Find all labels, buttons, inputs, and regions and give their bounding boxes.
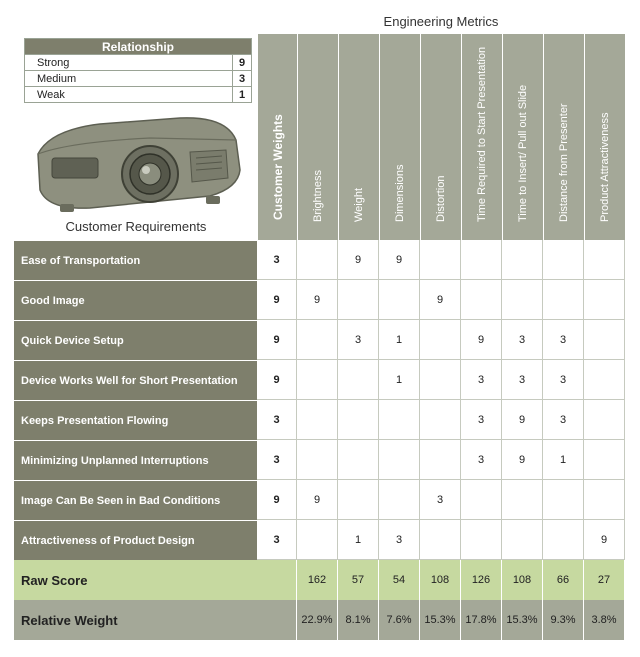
relationship-cell [420,360,461,400]
legend-value: 3 [233,71,252,87]
relationship-cell [502,480,543,520]
relationship-cell: 3 [502,360,543,400]
relationship-cell [420,400,461,440]
relationship-cell [420,240,461,280]
relationship-cell [584,400,625,440]
requirement-label: Quick Device Setup [14,320,257,360]
metric-header [461,34,502,240]
relative-weight-cell: 7.6% [379,600,420,640]
relationship-cell: 3 [379,520,420,560]
customer-weight-cell: 9 [257,360,297,400]
customer-weights-label: Customer Weights [270,114,285,220]
relationship-cell [584,240,625,280]
relative-weight-cell-blank [257,600,297,640]
relative-weight-label: Relative Weight [14,600,257,640]
relationship-cell [543,240,584,280]
engineering-metrics-title: Engineering Metrics [383,14,499,29]
relationship-cell [297,440,338,480]
metric-label: Distortion [435,175,447,222]
raw-score-cell: 108 [420,560,461,600]
customer-weight-cell: 9 [257,480,297,520]
legend-value: 1 [233,87,252,103]
requirement-label: Keeps Presentation Flowing [14,400,257,440]
relationship-cell: 3 [543,320,584,360]
relative-weight-cell: 22.9% [297,600,338,640]
customer-weight-cell: 9 [257,320,297,360]
relationship-cell [461,280,502,320]
relationship-cell [502,280,543,320]
raw-score-cell-blank [257,560,297,600]
relationship-cell [379,480,420,520]
relationship-cell: 3 [338,320,379,360]
metric-label: Product Attractiveness [599,112,611,222]
relationship-cell: 3 [461,400,502,440]
relationship-cell [338,280,379,320]
customer-weights-header [257,34,297,240]
relative-weight-cell: 8.1% [338,600,379,640]
relationship-cell [297,320,338,360]
metric-header [379,34,420,240]
relationship-cell [584,280,625,320]
relationship-cell [379,440,420,480]
relationship-cell [338,400,379,440]
relationship-cell: 1 [338,520,379,560]
metric-label: Time Required to Start Presentation [476,46,488,222]
relationship-cell [420,320,461,360]
relationship-cell [502,520,543,560]
metric-label: Brightness [312,170,324,222]
relationship-cell [584,320,625,360]
relationship-cell [502,240,543,280]
relationship-cell: 9 [297,280,338,320]
customer-weight-cell: 3 [257,520,297,560]
relationship-cell: 9 [379,240,420,280]
relative-weight-cell: 17.8% [461,600,502,640]
relationship-cell [297,240,338,280]
relationship-cell: 9 [338,240,379,280]
raw-score-label: Raw Score [14,560,257,600]
raw-score-cell: 162 [297,560,338,600]
metric-header [543,34,584,240]
projector-image [30,112,244,216]
relationship-legend [24,38,252,103]
relative-weight-cell: 15.3% [420,600,461,640]
relationship-cell [461,480,502,520]
metric-label: Dimensions [394,164,406,222]
relationship-cell: 9 [461,320,502,360]
relationship-cell: 3 [543,400,584,440]
metric-header [584,34,625,240]
relationship-cell: 9 [420,280,461,320]
metric-header [297,34,338,240]
legend-title: Relationship [25,39,252,55]
relationship-cell [297,520,338,560]
relationship-cell: 9 [297,480,338,520]
raw-score-cell: 108 [502,560,543,600]
metric-label: Time to Insert/ Pull out Slide [517,84,529,222]
requirement-label: Device Works Well for Short Presentation [14,360,257,400]
metric-header [420,34,461,240]
metric-header [338,34,379,240]
relationship-cell: 9 [584,520,625,560]
relative-weight-cell: 3.8% [584,600,625,640]
legend-value: 9 [233,55,252,71]
metric-label: Distance from Presenter [558,103,570,222]
relationship-cell [338,440,379,480]
legend-label: Strong [25,55,233,71]
relationship-cell [420,440,461,480]
customer-requirements-label: Customer Requirements [65,219,207,234]
relationship-cell [338,360,379,400]
relative-weight-cell: 9.3% [543,600,584,640]
relationship-cell [461,240,502,280]
relationship-cell [584,360,625,400]
customer-weight-cell: 3 [257,240,297,280]
requirement-label: Attractiveness of Product Design [14,520,257,560]
relationship-cell [584,440,625,480]
relationship-cell [420,520,461,560]
relationship-cell [338,480,379,520]
raw-score-cell: 126 [461,560,502,600]
requirement-label: Good Image [14,280,257,320]
customer-weight-cell: 3 [257,440,297,480]
raw-score-cell: 54 [379,560,420,600]
metric-header [502,34,543,240]
relationship-cell: 1 [379,360,420,400]
relationship-cell [543,280,584,320]
relationship-cell [543,480,584,520]
customer-weight-cell: 3 [257,400,297,440]
relationship-cell: 9 [502,440,543,480]
relationship-cell: 3 [420,480,461,520]
relationship-cell [379,280,420,320]
relationship-cell [543,520,584,560]
relationship-cell [297,400,338,440]
relationship-cell [461,520,502,560]
relationship-cell [297,360,338,400]
relationship-cell: 3 [461,440,502,480]
relationship-cell: 1 [379,320,420,360]
relationship-cell [584,480,625,520]
requirement-label: Image Can Be Seen in Bad Conditions [14,480,257,520]
relationship-cell: 3 [461,360,502,400]
relationship-cell: 1 [543,440,584,480]
relative-weight-cell: 15.3% [502,600,543,640]
raw-score-cell: 27 [584,560,625,600]
legend-label: Weak [25,87,233,103]
raw-score-cell: 66 [543,560,584,600]
relationship-cell [379,400,420,440]
metric-label: Weight [353,187,365,222]
relationship-cell: 3 [502,320,543,360]
relationship-cell: 3 [543,360,584,400]
requirement-label: Ease of Transportation [14,240,257,280]
legend-label: Medium [25,71,233,87]
relationship-cell: 9 [502,400,543,440]
raw-score-cell: 57 [338,560,379,600]
customer-weight-cell: 9 [257,280,297,320]
requirement-label: Minimizing Unplanned Interruptions [14,440,257,480]
